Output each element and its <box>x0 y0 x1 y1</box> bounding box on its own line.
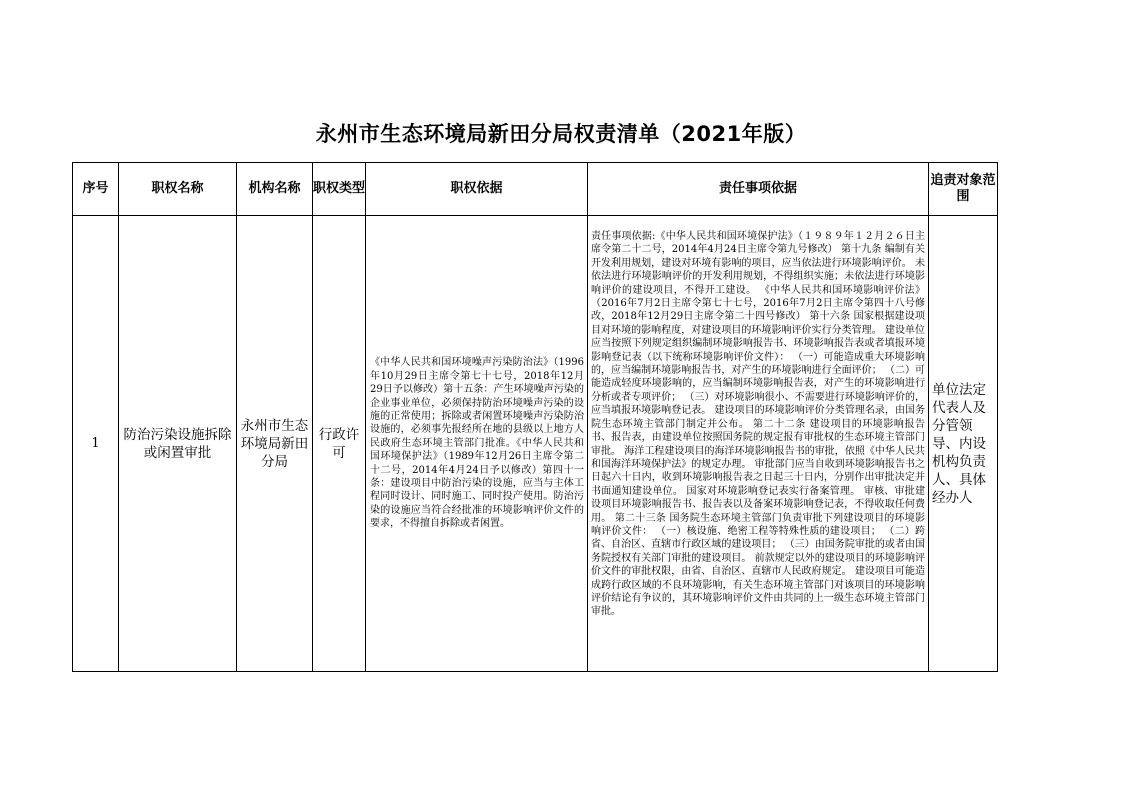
header-name: 职权名称 <box>119 163 237 216</box>
header-responsibility: 责任事项依据 <box>588 163 929 216</box>
header-seq: 序号 <box>73 163 119 216</box>
cell-seq: 1 <box>73 216 119 672</box>
cell-type: 行政许可 <box>313 216 366 672</box>
cell-responsibility: 责任事项依据:《中华人民共和国环境保护法》（１９８９年１２月２６日主席令第二十二号，2014年4月24日主席令第九号修改） 第十九条 编制有关开发利用规划，建设对环境有影响的项目，应当依法进行环境影响评价。 未依法进行环境影响评价的开发利用规划，不得组织实施；未依法进行环境影响评价的建设项目，不得开工建设。 《中华人民共和国环境影响评价法》（2016年7月2日主席令第七十七号，2016年7月2日主席令第四十八号修改，2018年12月29日主席令第二十四号修改） 第十六条 国家根据建设项目对环境的影响程度，对建设项目的环境影响评价实行分类管理。 建设单位应当按照下列规定组织编制环境影响报告书、环境影响报告表或者填报环境影响登记表（以下统称环境影响评价文件）： （一）可能造成重大环境影响的，应当编制环境影响报告书，对产生的环境影响进行全面评价； （二）可能造成轻度环境影响的，应当编制环境影响报告表，对产生的环境影响进行分析或者专项评价； （三）对环境影响很小、不需要进行环境影响评价的，应当填报环境影响登记表。 建设项目的环境影响评价分类管理名录，由国务院生态环境主管部门制定并公布。 第二十二条 建设项目的环境影响报告书、报告表，由建设单位按照国务院的规定报有审批权的生态环境主管部门审批。 海洋工程建设项目的海洋环境影响报告书的审批，依照《中华人民共和国海洋环境保护法》的规定办理。 审批部门应当自收到环境影响报告书之日起六十日内，收到环境影响报告表之日起三十日内，分别作出审批决定并书面通知建设单位。 国家对环境影响登记表实行备案管理。 审核、审批建设项目环境影响报告书、报告表以及备案环境影响登记表，不得收取任何费用。 第二十三条 国务院生态环境主管部门负责审批下列建设项目的环境影响评价文件： （一）核设施、绝密工程等特殊性质的建设项目； （二）跨省、自治区、直辖市行政区域的建设项目； （三）由国务院审批的或者由国务院授权有关部门审批的建设项目。 前款规定以外的建设项目的环境影响评价文件的审批权限，由省、自治区、直辖市人民政府规定。 建设项目可能造成跨行政区域的不良环境影响，有关生态环境主管部门对该项目的环境影响评价结论有争议的，其环境影响评价文件由共同的上一级生态环境主管部门审批。 <box>588 216 929 672</box>
cell-basis: 《中华人民共和国环境噪声污染防治法》（1996年10月29日主席令第七十七号，2018年12月29日予以修改）第十五条：产生环境噪声污染的企业事业单位，必须保持防治环境噪声污染的设施的正常使用；拆除或者闲置环境噪声污染防治设施的，必须事先报经所在地的县级以上地方人民政府生态环境主管部门批准。《中华人民共和国环境保护法》（1989年12月26日主席令第二十二号，2014年4月24日予以修改）第四十一条：建设项目中防治污染的设施，应当与主体工程同时设计、同时施工、同时投产使用。防治污染的设施应当符合经批准的环境影响评价文件的要求，不得擅自拆除或者闲置。 <box>366 216 588 672</box>
header-org: 机构名称 <box>237 163 313 216</box>
cell-name: 防治污染设施拆除或闲置审批 <box>119 216 237 672</box>
cell-org: 永州市生态环境局新田分局 <box>237 216 313 672</box>
header-scope: 追责对象范围 <box>929 163 998 216</box>
authority-table <box>72 162 998 672</box>
table-header-row <box>73 163 998 216</box>
page-title: 永州市生态环境局新田分局权责清单（2021年版） <box>315 122 807 146</box>
header-basis: 职权依据 <box>366 163 588 216</box>
header-type: 职权类型 <box>313 163 366 216</box>
table-row <box>73 216 998 672</box>
cell-scope: 单位法定代表人及分管领导、内设机构负责人、具体经办人 <box>929 216 998 672</box>
